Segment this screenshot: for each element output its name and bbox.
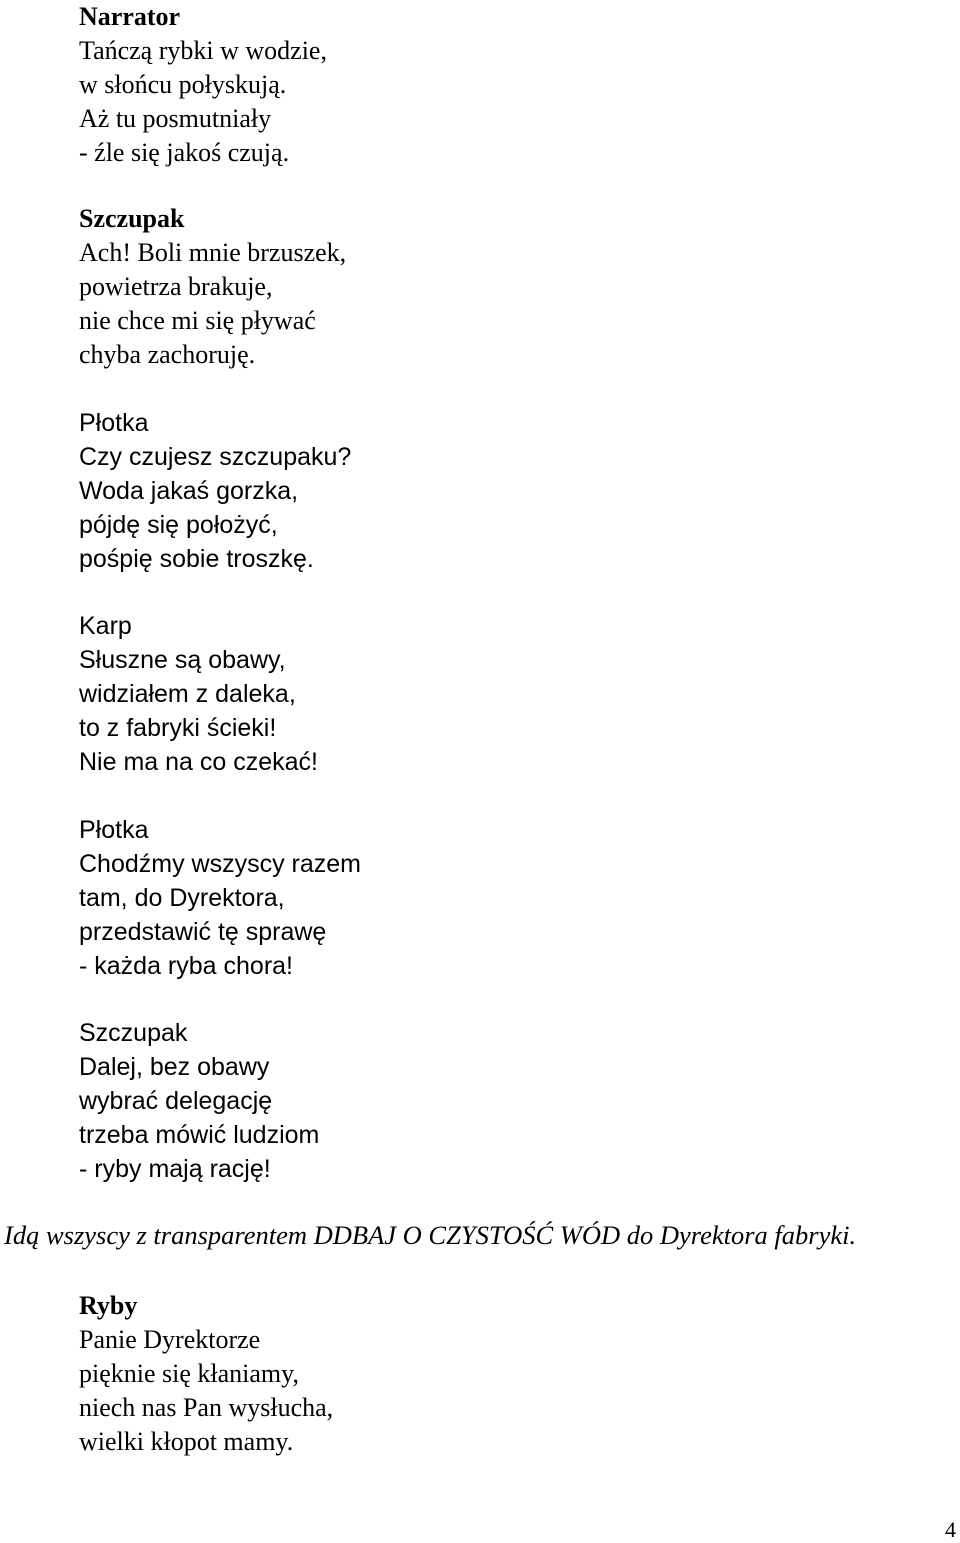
verse-line: Tańczą rybki w wodzie, — [79, 36, 327, 65]
speaker-name: Karp — [79, 612, 132, 640]
stanza-plotka-1 — [79, 406, 351, 576]
verse-line: - ryby mają rację! — [79, 1155, 271, 1183]
verse-line: Chodźmy wszyscy razem — [79, 850, 361, 878]
verse-line: tam, do Dyrektora, — [79, 884, 285, 912]
verse-line: chyba zachoruję. — [79, 340, 256, 369]
verse-line: niech nas Pan wysłucha, — [79, 1393, 334, 1422]
verse-line: Słuszne są obawy, — [79, 646, 286, 674]
verse-line: Czy czujesz szczupaku? — [79, 443, 352, 471]
verse-line: Woda jakaś gorzka, — [79, 477, 299, 505]
verse-line: nie chce mi się pływać — [79, 306, 316, 335]
speaker-name: Ryby — [79, 1291, 138, 1320]
stanza-szczupak-2 — [79, 1016, 319, 1186]
speaker-name: Szczupak — [79, 204, 185, 233]
speaker-name: Narrator — [79, 2, 181, 31]
stanza-szczupak-1 — [79, 202, 346, 372]
verse-line: wybrać delegację — [79, 1087, 273, 1115]
verse-line: Panie Dyrektorze — [79, 1325, 261, 1354]
verse-line: pośpię sobie troszkę. — [79, 545, 314, 573]
verse-line: pięknie się kłaniamy, — [79, 1359, 299, 1388]
verse-line: - źle się jakoś czują. — [79, 138, 290, 167]
verse-line: powietrza brakuje, — [79, 272, 273, 301]
stanza-plotka-2 — [79, 813, 361, 983]
verse-line: to z fabryki ścieki! — [79, 714, 277, 742]
stage-direction: Idą wszyscy z transparentem DDBAJ O CZYSTOŚĆ WÓD do Dyrektora fabryki. — [4, 1220, 857, 1250]
page-number: 4 — [945, 1517, 956, 1542]
verse-line: Nie ma na co czekać! — [79, 748, 318, 776]
stanza-ryby — [79, 1289, 333, 1459]
verse-line: widziałem z daleka, — [79, 680, 296, 708]
verse-line: Ach! Boli mnie brzuszek, — [79, 238, 347, 267]
verse-line: pójdę się położyć, — [79, 511, 278, 539]
verse-line: Dalej, bez obawy — [79, 1053, 270, 1081]
verse-line: przedstawić tę sprawę — [79, 918, 327, 946]
verse-line: Aż tu posmutniały — [79, 104, 272, 133]
speaker-name: Płotka — [79, 816, 149, 844]
verse-line: trzeba mówić ludziom — [79, 1121, 320, 1149]
stanza-narrator — [79, 0, 327, 170]
stanza-karp — [79, 609, 318, 779]
verse-line: - każda ryba chora! — [79, 952, 293, 980]
verse-line: w słońcu połyskują. — [79, 70, 287, 99]
verse-line: wielki kłopot mamy. — [79, 1427, 294, 1456]
speaker-name: Płotka — [79, 409, 149, 437]
speaker-name: Szczupak — [79, 1019, 188, 1047]
